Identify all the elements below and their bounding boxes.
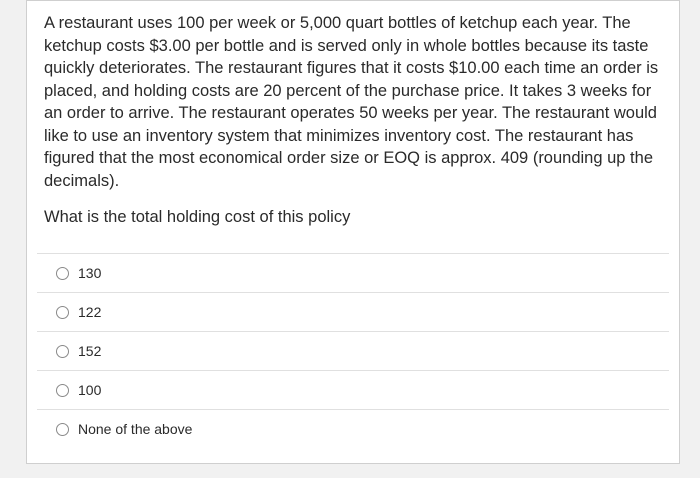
option-130[interactable] — [37, 254, 669, 292]
option-none-of-the-above[interactable] — [37, 410, 669, 448]
option-label: 130 — [78, 265, 102, 281]
option-122[interactable] — [37, 293, 669, 331]
option-label: None of the above — [78, 421, 193, 437]
option-100[interactable] — [37, 371, 669, 409]
option-label: 122 — [78, 304, 102, 320]
option-label: 100 — [78, 382, 102, 398]
radio-button[interactable] — [56, 267, 69, 280]
radio-button[interactable] — [56, 384, 69, 397]
radio-button[interactable] — [56, 423, 69, 436]
radio-button[interactable] — [56, 306, 69, 319]
option-label: 152 — [78, 343, 102, 359]
question-card — [26, 0, 680, 464]
answer-options — [37, 253, 669, 448]
option-152[interactable] — [37, 332, 669, 370]
question-prompt: What is the total holding cost of this policy — [44, 208, 351, 226]
question-text: A restaurant uses 100 per week or 5,000 quart bottles of ketchup each year. The ketchup costs $3.00 per bottle and is served only in whole bottles because its taste quickly deteriorates. The restaurant figures that it costs $10.00 each time an order is placed, and holding costs are 20 percent of the purchase price. It takes 3 weeks for an order to arrive. The restaurant operates 50 weeks per year. The restaurant would like to use an inventory system that minimizes inventory cost. The restaurant has figured that the most economical order size or EOQ is approx. 409 (rounding up the decimals). — [44, 14, 659, 190]
radio-button[interactable] — [56, 345, 69, 358]
